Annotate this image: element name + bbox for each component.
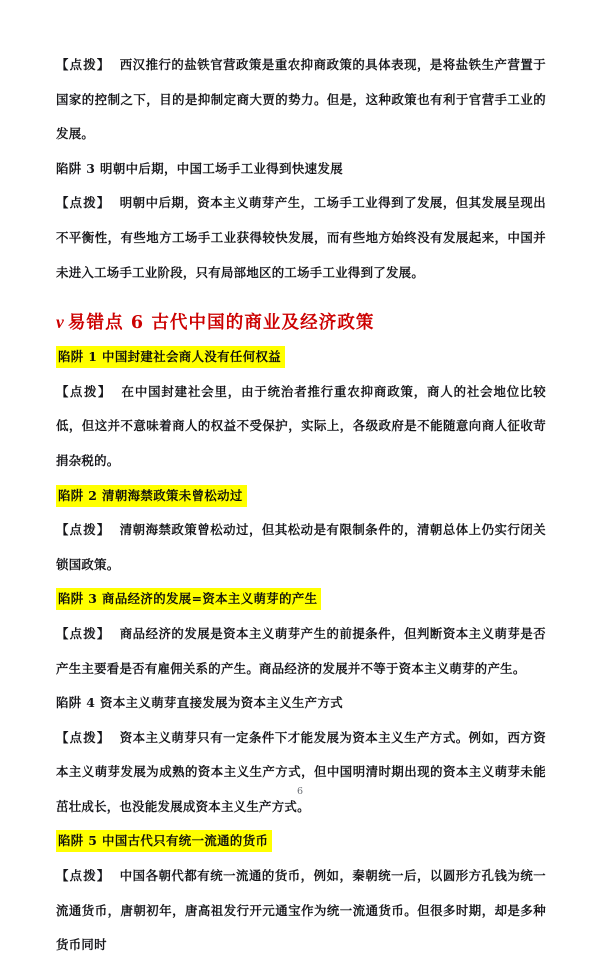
paragraph-lead-marker: 【点拨】 — [56, 868, 111, 884]
paragraph-lead-marker: 【点拨】 — [56, 195, 111, 211]
trap-heading-highlighted — [56, 479, 546, 514]
body-paragraph — [56, 375, 546, 479]
paragraph-text: 清朝海禁政策曾松动过，但其松动是有限制条件的，清朝总体上仍实行闭关锁国政策。 — [56, 522, 546, 572]
body-paragraph — [56, 513, 546, 582]
yellow-highlight: 陷阱 5 中国古代只有统一流通的货币 — [56, 830, 272, 852]
body-paragraph — [56, 721, 546, 825]
body-paragraph — [56, 859, 546, 963]
paragraph-text: 在中国封建社会里，由于统治者推行重农抑商政策，商人的社会地位比较低，但这并不意味着商人的权益不受保护，实际上，各级政府是不能随意向商人征收苛捐杂税的。 — [56, 383, 546, 468]
body-paragraph — [56, 617, 546, 686]
body-paragraph — [56, 48, 546, 152]
section-spacer — [56, 290, 546, 299]
section-heading-text: 易错点 6 古代中国的商业及经济政策 — [67, 313, 375, 334]
section-bullet-icon: v — [56, 312, 65, 333]
yellow-highlight: 陷阱 1 中国封建社会商人没有任何权益 — [56, 346, 285, 368]
trap-heading-highlighted — [56, 340, 546, 375]
trap-heading: 陷阱 4 资本主义萌芽直接发展为资本主义生产方式 — [56, 695, 344, 711]
paragraph-lead-marker: 【点拨】 — [56, 625, 111, 641]
paragraph-lead-marker: 【点拨】 — [56, 522, 111, 538]
paragraph-text: 资本主义萌芽只有一定条件下才能发展为资本主义生产方式。例如，西方资本主义萌芽发展为成熟的资本主义生产方式，但中国明清时期出现的资本主义萌芽未能茁壮成长，也没能发展成资本主义生产方式。 — [56, 729, 546, 814]
trap-heading-highlighted — [56, 582, 546, 617]
paragraph-lead-marker: 【点拨】 — [56, 57, 111, 72]
page-content — [56, 48, 546, 963]
paragraph-lead-marker: 【点拨】 — [56, 729, 111, 745]
yellow-highlight: 陷阱 3 商品经济的发展=资本主义萌芽的产生 — [56, 588, 321, 610]
yellow-highlight: 陷阱 2 清朝海禁政策未曾松动过 — [56, 485, 247, 507]
trap-heading: 陷阱 3 明朝中后期，中国工场手工业得到快速发展 — [56, 160, 344, 176]
trap-heading-highlighted — [56, 824, 546, 859]
paragraph-text: 明朝中后期，资本主义萌芽产生，工场手工业得到了发展，但其发展呈现出不平衡性，有些地方工场手工业获得较快发展，而有些地方始终没有发展起来，中国并未进入工场手工业阶段，只有局部地区的工场手工业得到了发展。 — [56, 195, 546, 280]
paragraph-text: 商品经济的发展是资本主义萌芽产生的前提条件，但判断资本主义萌芽是否产生主要看是否有雇佣关系的产生。商品经济的发展并不等于资本主义萌芽的产生。 — [56, 625, 546, 676]
body-paragraph — [56, 186, 546, 290]
paragraph-lead-marker: 【点拨】 — [56, 383, 112, 399]
paragraph-text: 中国各朝代都有统一流通的货币，例如，秦朝统一后，以圆形方孔钱为统一流通货币，唐朝初年，唐高祖发行开元通宝作为统一流通货币。但很多时期，却是多种货币同时 — [56, 868, 546, 953]
section-heading — [56, 299, 546, 340]
paragraph-text: 西汉推行的盐铁官营政策是重农抑商政策的具体表现，是将盐铁生产营置于国家的控制之下，目的是抑制定商大贾的势力。但是，这种政策也有利于官营手工业的发展。 — [56, 57, 546, 142]
page-number: 6 — [296, 786, 304, 797]
